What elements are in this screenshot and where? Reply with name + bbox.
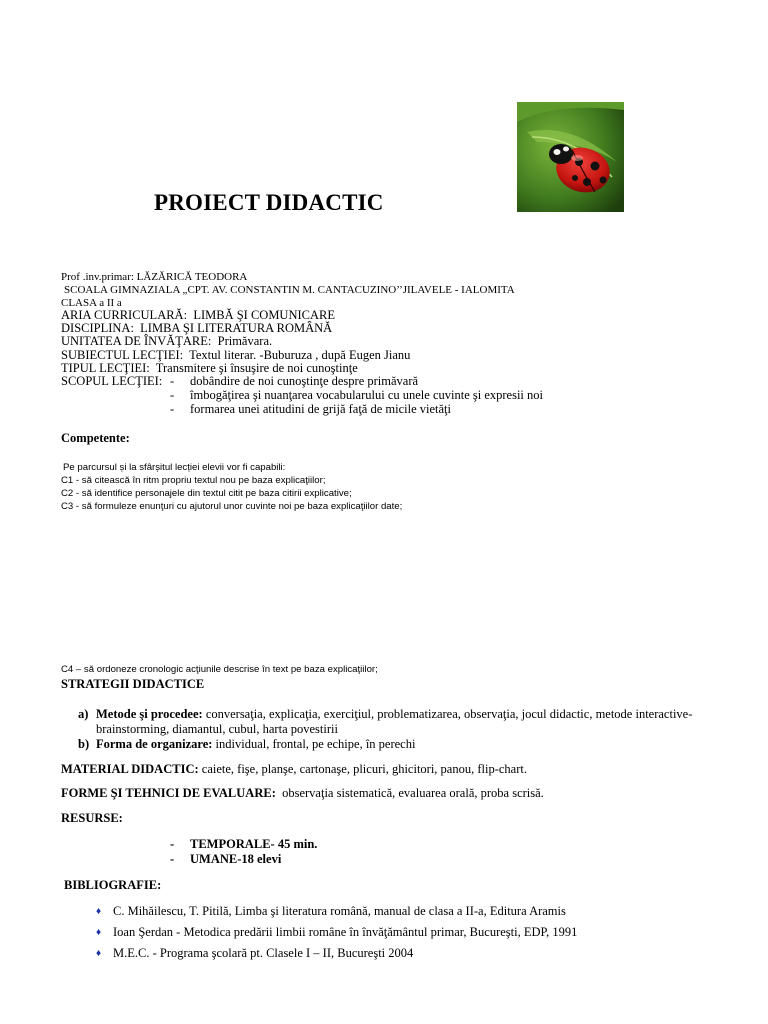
resurse-item: - TEMPORALE- 45 min. — [170, 837, 318, 851]
field-label: TIPUL LECŢIEI: — [61, 361, 150, 375]
competenta-c3: C3 - să formuleze enunţuri cu ajutorul unor cuvinte noi pe baza explicaţiilor date; — [61, 501, 403, 512]
bibliografie-item: M.E.C. - Programa şcolară pt. Clasele I – II, Bucureşti 2004 — [113, 946, 414, 960]
resurse-item: - UMANE-18 elevi — [170, 852, 282, 866]
field-tipul — [61, 361, 358, 375]
forme-evaluare — [61, 786, 544, 800]
bibliografie-item: C. Mihăilescu, T. Pitilă, Limba şi literatura română, manual de clasa a II-a, Editura Aramis — [113, 904, 566, 918]
forme-text: observaţia sistematică, evaluarea orală, proba scrisă. — [282, 786, 544, 800]
metode-label: Metode şi procedee: — [96, 707, 203, 721]
ladybug-photo — [517, 102, 624, 212]
field-label: SUBIECTUL LECŢIEI: — [61, 348, 184, 362]
field-value: Transmitere şi însuşire de noi cunoştinţe — [155, 361, 358, 375]
strategii-a-cont: brainstorming, diamantul, cubul, harta povestirii — [96, 722, 338, 736]
strategii-a-marker: a) — [78, 707, 89, 721]
bullet-diamond-icon: ♦ — [96, 906, 102, 917]
bibliografie-item: Ioan Şerdan - Metodica predării limbii române în învăţământul primar, Bucureşti, EDP, 1991 — [113, 925, 578, 939]
competenta-c1: C1 - să citească în ritm propriu textul nou pe baza explicaţiilor; — [61, 475, 326, 486]
strategii-b-marker: b) — [78, 737, 90, 751]
class-line: CLASA a II a — [61, 297, 122, 309]
strategii-a — [96, 707, 692, 721]
competenta-c2: C2 - să identifice personajele din textul citit pe baza citirii explicative; — [61, 488, 352, 499]
field-value: LIMBA ŞI LITERATURA ROMÂNĂ — [140, 321, 333, 335]
field-aria — [61, 308, 335, 322]
scop-item: - dobândire de noi cunoştinţe despre primăvară — [170, 374, 419, 388]
scop-item: - îmbogăţirea şi nuanţarea vocabularului cu unele cuvinte şi expresii noi — [170, 388, 544, 402]
scop-label: SCOPUL LECŢIEI: — [61, 374, 163, 388]
material-text: caiete, fişe, planşe, cartonaşe, plicuri, ghicitori, panou, flip-chart. — [201, 762, 527, 776]
material-label: MATERIAL DIDACTIC: — [61, 762, 199, 776]
metode-text: conversaţia, explicaţia, exerciţiul, problematizarea, observaţia, jocul didactic, metode interactive- — [205, 707, 693, 721]
scop-item: - formarea unei atitudini de grijă faţă de micile vietăţi — [170, 402, 451, 416]
bullet-diamond-icon: ♦ — [96, 948, 102, 959]
strategii-heading: STRATEGII DIDACTICE — [61, 677, 205, 691]
field-value: LIMBĂ ŞI COMUNICARE — [193, 308, 335, 322]
competenta-c4: C4 – să ordoneze cronologic acţiunile descrise în text pe baza explicaţiilor; — [61, 664, 378, 675]
field-label: ARIA CURRICULARĂ: — [61, 308, 188, 322]
bullet-diamond-icon: ♦ — [96, 927, 102, 938]
forma-text: individual, frontal, pe echipe, în perechi — [215, 737, 416, 751]
prof-line: Prof .inv.primar: LĂZĂRICĂ TEODORA — [61, 271, 248, 283]
page-title: PROIECT DIDACTIC — [154, 190, 384, 215]
resurse-heading: RESURSE: — [61, 811, 123, 825]
school-line: SCOALA GIMNAZIALA „CPT. AV. CONSTANTIN M. CANTACUZINO’’JILAVELE - IALOMITA — [64, 284, 515, 296]
field-subiectul — [61, 348, 410, 362]
strategii-b — [96, 737, 415, 751]
field-disciplina — [61, 321, 332, 335]
field-value: Textul literar. -Buburuza , după Eugen Jianu — [189, 348, 411, 362]
field-unitatea — [61, 334, 272, 348]
bibliografie-heading: BIBLIOGRAFIE: — [64, 878, 162, 892]
forme-label: FORME ŞI TEHNICI DE EVALUARE: — [61, 786, 276, 800]
material-didactic — [61, 762, 527, 776]
competente-heading: Competente: — [61, 431, 130, 445]
field-value: Primăvara. — [217, 334, 273, 348]
competente-intro: Pe parcursul și la sfârșitul lecției elevii vor fi capabili: — [63, 462, 286, 473]
field-label: DISCIPLINA: — [61, 321, 134, 335]
forma-label: Forma de organizare: — [96, 737, 213, 751]
field-label: UNITATEA DE ÎNVĂŢARE: — [61, 334, 212, 348]
